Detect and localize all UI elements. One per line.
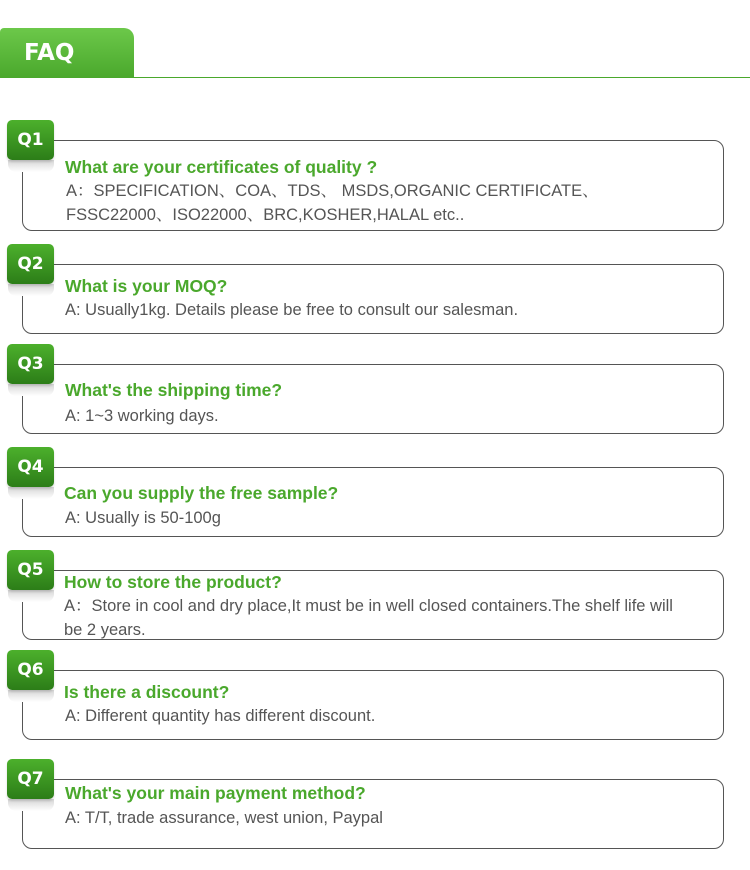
q3-badge-shadow bbox=[8, 384, 54, 396]
q5-badge: Q5 bbox=[7, 550, 54, 590]
q2-answer: A: Usually1kg. Details please be free to consult our salesman. bbox=[65, 301, 519, 319]
header-divider bbox=[0, 77, 750, 78]
q4-question: Can you supply the free sample? bbox=[64, 483, 339, 503]
faq-header-tab bbox=[0, 28, 134, 78]
q3-badge: Q3 bbox=[7, 344, 54, 384]
q7-question: What's your main payment method? bbox=[65, 783, 366, 803]
q4-badge-shadow bbox=[8, 487, 54, 499]
q5-badge-shadow bbox=[8, 590, 54, 602]
faq-title: FAQ bbox=[24, 40, 75, 66]
q2-badge-shadow bbox=[8, 284, 54, 296]
q7-badge-shadow bbox=[8, 799, 54, 811]
q3-answer: A: 1~3 working days. bbox=[65, 407, 219, 425]
q5-question: How to store the product? bbox=[64, 572, 282, 592]
q6-answer: A: Different quantity has different discount. bbox=[65, 707, 376, 725]
q4-answer: A: Usually is 50-100g bbox=[65, 509, 221, 527]
q1-badge: Q1 bbox=[7, 120, 54, 160]
q1-question: What are your certificates of quality ? bbox=[65, 157, 378, 177]
q2-question: What is your MOQ? bbox=[65, 276, 228, 296]
q1-answer: A：SPECIFICATION、COA、TDS、 MSDS,ORGANIC CERTIFICATE、FSSC22000、ISO22000、BRC,KOSHER,HALAL etc.. bbox=[66, 182, 599, 224]
q7-badge: Q7 bbox=[7, 759, 54, 799]
q5-answer: A：Store in cool and dry place,It must be in well closed containers.The shelf life will be 2 years. bbox=[64, 597, 673, 639]
q2-badge: Q2 bbox=[7, 244, 54, 284]
q6-badge-shadow bbox=[8, 690, 54, 702]
q7-answer: A: T/T, trade assurance, west union, Paypal bbox=[65, 809, 383, 827]
q3-question: What's the shipping time? bbox=[65, 380, 283, 400]
q1-badge-shadow bbox=[8, 160, 54, 172]
q4-badge: Q4 bbox=[7, 447, 54, 487]
q6-badge: Q6 bbox=[7, 650, 54, 690]
q6-question: Is there a discount? bbox=[64, 682, 230, 702]
